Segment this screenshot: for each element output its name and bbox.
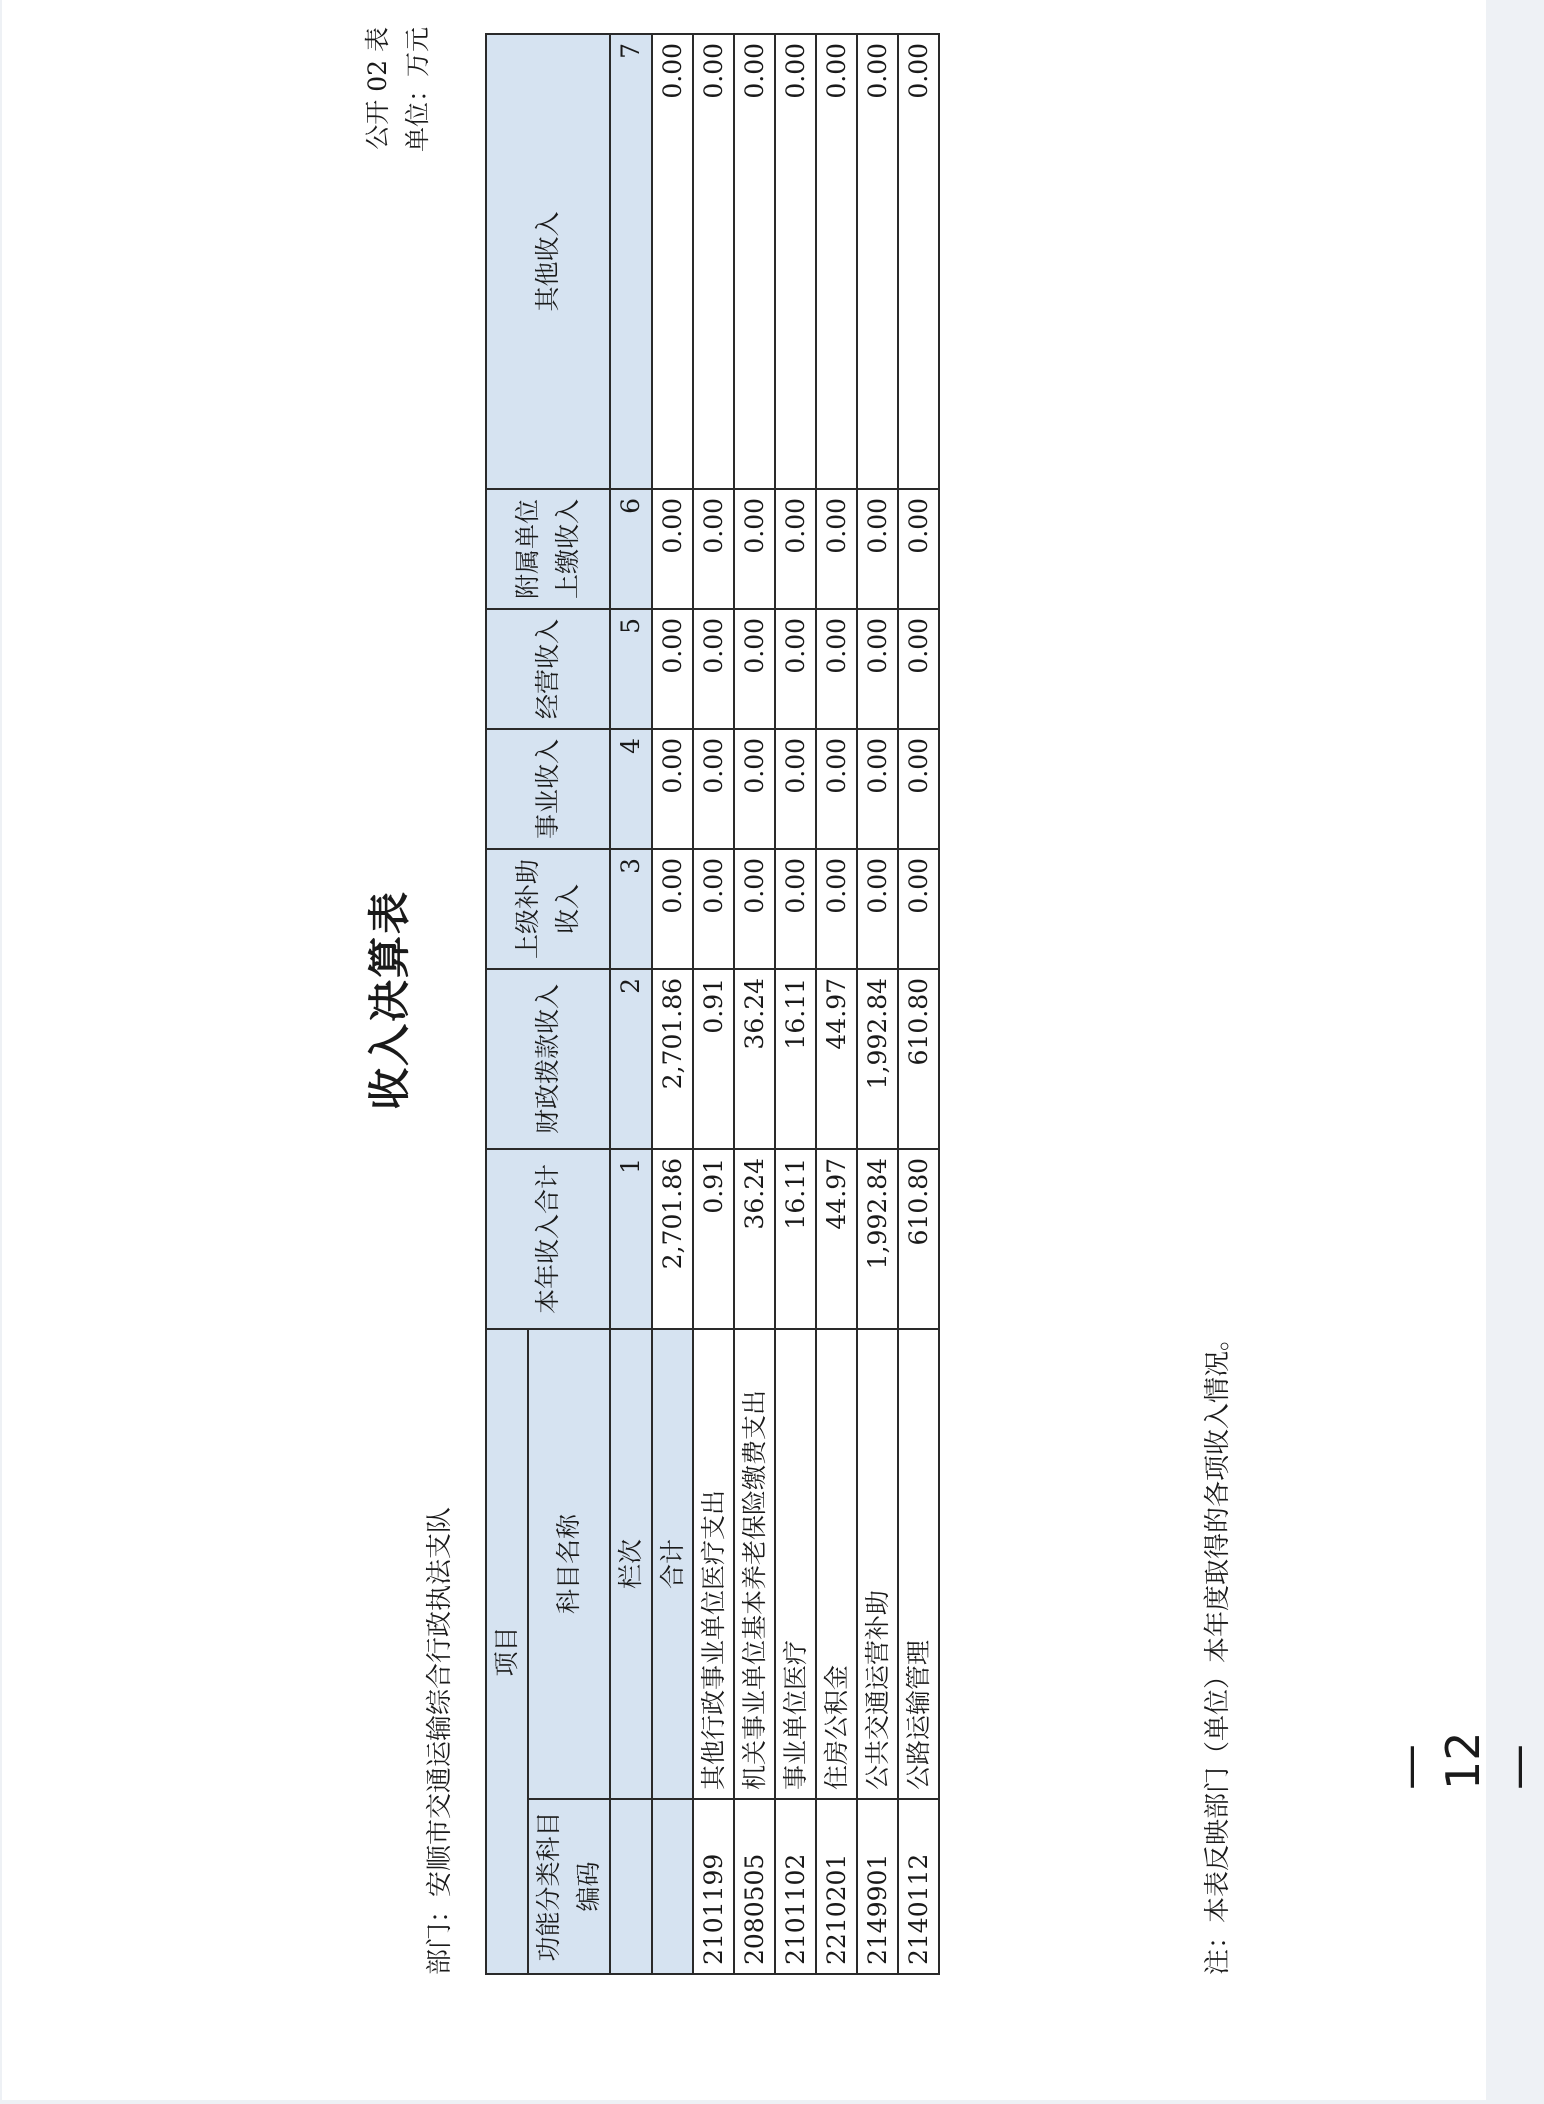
total-value: 0.00 <box>652 849 693 969</box>
row-value: 36.24 <box>734 1149 775 1329</box>
row-value: 0.00 <box>857 849 898 969</box>
row-value: 0.00 <box>816 849 857 969</box>
table-note: 注：本表反映部门（单位）本年度取得的各项收入情况。 <box>1203 1324 1233 1975</box>
row-value: 0.00 <box>734 849 775 969</box>
row-code: 2101102 <box>775 1799 816 1974</box>
row-name: 机关事业单位基本养老保险缴费支出 <box>734 1329 775 1799</box>
row-value: 1,992.84 <box>857 1149 898 1329</box>
table-row <box>898 34 939 1974</box>
col-number: 4 <box>610 729 652 849</box>
row-value: 0.00 <box>898 34 939 489</box>
row-value: 0.00 <box>734 729 775 849</box>
row-value: 0.00 <box>857 34 898 489</box>
row-value: 0.00 <box>857 729 898 849</box>
row-value: 0.91 <box>693 969 734 1149</box>
table-row <box>816 34 857 1974</box>
total-value: 2,701.86 <box>652 969 693 1149</box>
col-number: 7 <box>610 34 652 489</box>
unit-label: 单位：万元 <box>403 27 432 153</box>
total-value: 0.00 <box>652 34 693 489</box>
row-value: 0.00 <box>898 609 939 729</box>
row-value: 36.24 <box>734 969 775 1149</box>
row-value: 0.00 <box>898 729 939 849</box>
row-value: 0.91 <box>693 1149 734 1329</box>
header-project: 项目 <box>486 1329 528 1974</box>
department-label: 部门： <box>425 1896 455 1975</box>
index-blank <box>610 1799 652 1974</box>
row-value: 610.80 <box>898 1149 939 1329</box>
row-name: 住房公积金 <box>816 1329 857 1799</box>
department-name: 安顺市交通运输综合行政执法支队 <box>425 1506 455 1897</box>
row-name: 公路运输管理 <box>898 1329 939 1799</box>
col-number: 2 <box>610 969 652 1149</box>
row-value: 16.11 <box>775 1149 816 1329</box>
total-value: 0.00 <box>652 609 693 729</box>
row-value: 0.00 <box>734 34 775 489</box>
header-col2: 财政拨款收入 <box>486 969 610 1149</box>
header-col3: 上级补助收入 <box>486 849 610 969</box>
table-title: 收入决算表 <box>365 890 414 1111</box>
header-code: 功能分类科目编码 <box>528 1799 610 1974</box>
form-code: 公开 02 表 <box>363 27 392 150</box>
row-code: 2140112 <box>898 1799 939 1974</box>
row-name: 其他行政事业单位医疗支出 <box>693 1329 734 1799</box>
row-code: 2210201 <box>816 1799 857 1974</box>
header-col1: 本年收入合计 <box>486 1149 610 1329</box>
page-number: — 12 — <box>1382 1731 1544 1790</box>
department-line <box>419 1507 456 1975</box>
header-name: 科目名称 <box>528 1329 610 1799</box>
table-row <box>734 34 775 1974</box>
row-value: 0.00 <box>693 729 734 849</box>
col-number: 1 <box>610 1149 652 1329</box>
row-value: 0.00 <box>816 609 857 729</box>
form-info <box>358 27 438 152</box>
col-number: 5 <box>610 609 652 729</box>
total-value: 0.00 <box>652 729 693 849</box>
row-value: 0.00 <box>693 849 734 969</box>
total-value: 2,701.86 <box>652 1149 693 1329</box>
row-value: 0.00 <box>693 609 734 729</box>
row-value: 0.00 <box>816 34 857 489</box>
row-value: 0.00 <box>775 729 816 849</box>
row-value: 0.00 <box>775 489 816 609</box>
total-code-cell <box>652 1799 693 1974</box>
row-value: 0.00 <box>734 609 775 729</box>
col-number: 6 <box>610 489 652 609</box>
table-row <box>693 34 734 1974</box>
row-value: 0.00 <box>898 489 939 609</box>
row-value: 0.00 <box>734 489 775 609</box>
row-value: 44.97 <box>816 1149 857 1329</box>
row-code: 2149901 <box>857 1799 898 1974</box>
row-value: 0.00 <box>898 849 939 969</box>
document-page <box>2 0 1544 2100</box>
income-table <box>485 33 940 1975</box>
row-value: 0.00 <box>775 609 816 729</box>
rotated-sheet <box>357 15 1357 1985</box>
header-col6: 附属单位上缴收入 <box>486 489 610 609</box>
row-value: 44.97 <box>816 969 857 1149</box>
row-value: 0.00 <box>857 489 898 609</box>
row-value: 1,992.84 <box>857 969 898 1149</box>
row-name: 事业单位医疗 <box>775 1329 816 1799</box>
row-value: 0.00 <box>816 729 857 849</box>
total-value: 0.00 <box>652 489 693 609</box>
row-value: 0.00 <box>816 489 857 609</box>
row-value: 16.11 <box>775 969 816 1149</box>
header-col7: 其他收入 <box>486 34 610 489</box>
row-code: 2080505 <box>734 1799 775 1974</box>
table-row <box>775 34 816 1974</box>
total-label: 合计 <box>652 1329 693 1799</box>
header-col5: 经营收入 <box>486 609 610 729</box>
header-col4: 事业收入 <box>486 729 610 849</box>
row-value: 0.00 <box>693 34 734 489</box>
row-value: 0.00 <box>693 489 734 609</box>
total-row <box>652 34 693 1974</box>
row-value: 0.00 <box>775 34 816 489</box>
row-value: 610.80 <box>898 969 939 1149</box>
row-index-label: 栏次 <box>610 1329 652 1799</box>
row-value: 0.00 <box>775 849 816 969</box>
col-number: 3 <box>610 849 652 969</box>
column-index-row <box>610 34 652 1974</box>
row-value: 0.00 <box>857 609 898 729</box>
row-name: 公共交通运营补助 <box>857 1329 898 1799</box>
table-row <box>857 34 898 1974</box>
row-code: 2101199 <box>693 1799 734 1974</box>
